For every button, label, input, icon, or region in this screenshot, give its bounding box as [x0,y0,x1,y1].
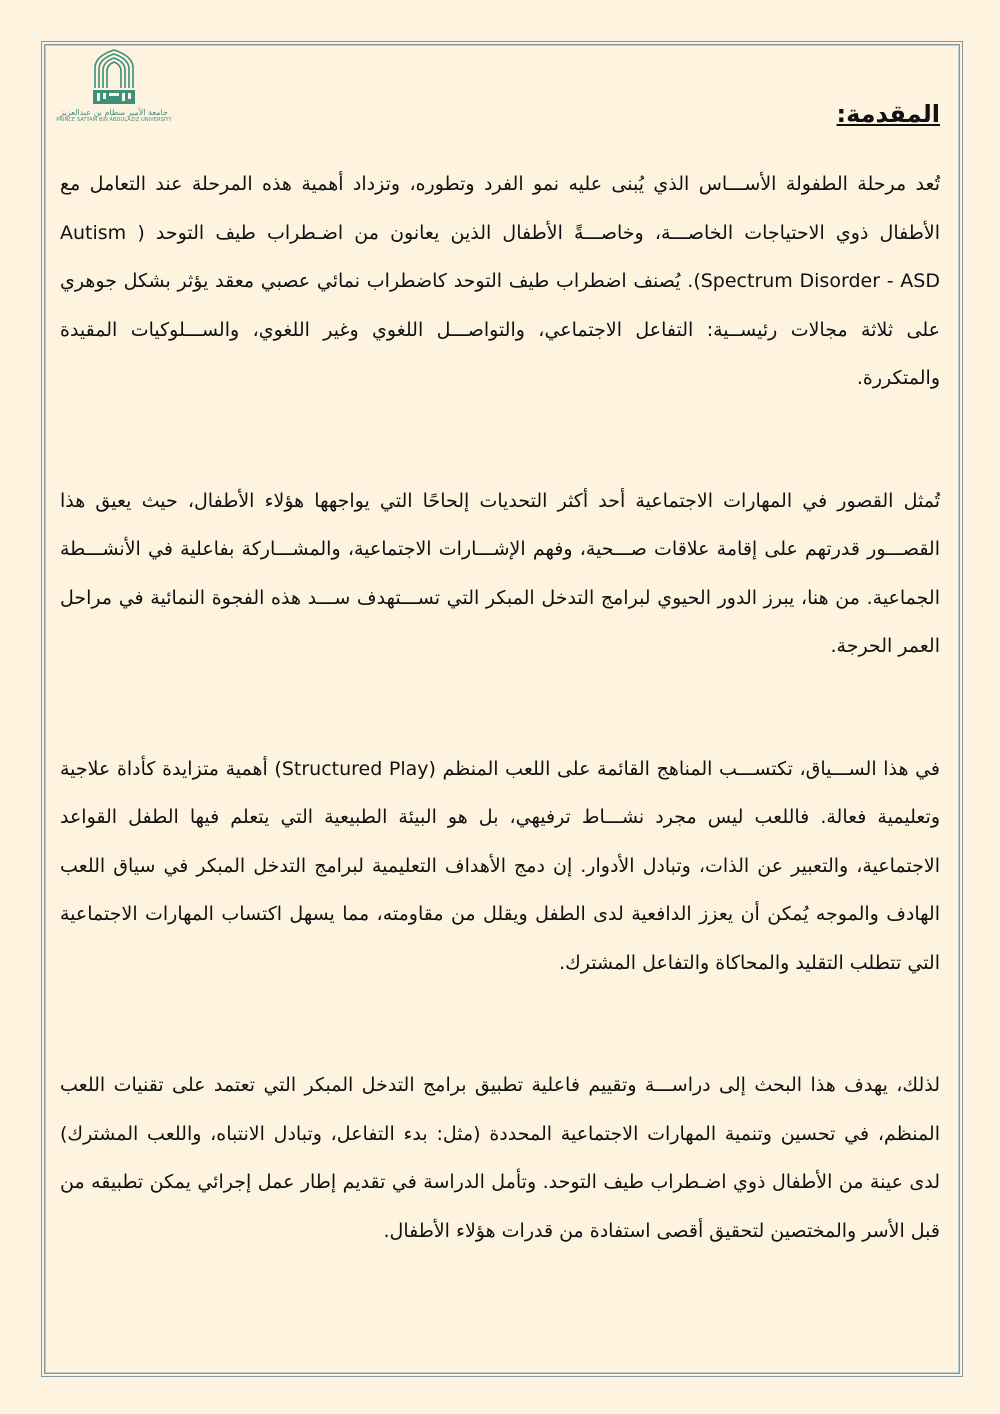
logo-arabic-name: جامعة الأمير سطام بن عبدالعزيز [60,108,168,117]
logo-english-name: PRINCE SATTAM BIN ABDULAZIZ UNIVERSITY [56,117,172,123]
university-logo [50,48,178,144]
arch-logo-icon [91,48,137,106]
paragraph-research-aim: لذلك، يهدف هذا البحث إلى دراســـة وتقييم فاعلية تطبيق برامج التدخل المبكر التي تعتمد على تقنيات اللعب المنظم، في تحسين وتنمية المهارات الاجتماعية المحددة (مثل: بدء التفاعل، وتبادل الانتباه، واللعب المشترك) لدى عينة من الأطفال ذوي اضـطراب طيف التوحد. وتأمل الدراسة في تقديم إطار عمل إجرائي يمكن تطبيقه من قبل الأسر والمختصين لتحقيق أقصى استفادة من قدرات هؤلاء الأطفال. [60,1074,940,1242]
document-body [60,160,940,1329]
section-title: المقدمة: [836,100,940,128]
paragraph-social-deficits: تُمثل القصور في المهارات الاجتماعية أحد أكثر التحديات إلحاحًا التي يواجهها هؤلاء الأطفال، حيث يعيق هذا القصـــور قدرتهم على إقامة علاقات صـــحية، وفهم الإشـــارات الاجتماعية، والمشـــاركة بفاعلية في الأنشـــطة الجماعية. من هنا، يبرز الدور الحيوي لبرامج التدخل المبكر التي تســـتهدف ســـد هذه الفجوة النمائية في مراحل العمر الحرجة. [60,489,940,657]
paragraph-structured-play: في هذا الســـياق، تكتســـب المناهج القائمة على اللعب المنظم (Structured Play) أهمية متزايدة كأداة علاجية وتعليمية فعالة. فاللعب ليس مجرد نشـــاط ترفيهي، بل هو البيئة الطبيعية التي يتعلم فيها الطفل القواعد الاجتماعية، والتعبير عن الذات، وتبادل الأدوار. إن دمج الأهداف التعليمية لبرامج التدخل المبكر في سياق اللعب الهادف والموجه يُمكن أن يعزز الدافعية لدى الطفل ويقلل من مقاومته، مما يسهل اكتساب المهارات الاجتماعية التي تتطلب التقليد والمحاكاة والتفاعل المشترك. [60,757,941,974]
paragraph-intro: تُعد مرحلة الطفولة الأســـاس الذي يُبنى عليه نمو الفرد وتطوره، وتزداد أهمية هذه المرحلة عند التعامل مع الأطفال ذوي الاحتياجات الخاصـــة، وخاصـــةً الأطفال الذين يعانون من اضـطراب طيف التوحد ( Autism Spectrum Disorder - ASD). يُصنف اضطراب طيف التوحد كاضطراب نمائي عصبي معقد يؤثر بشكل جوهري على ثلاثة مجالات رئيســية: التفاعل الاجتماعي، والتواصـــل اللغوي وغير اللغوي، والســـلوكيات المقيدة والمتكررة. [60,173,940,389]
